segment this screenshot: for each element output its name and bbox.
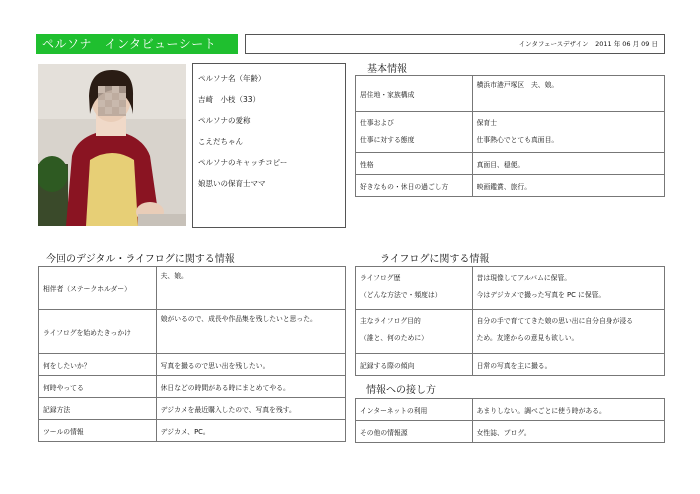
persona-photo-image [38, 64, 186, 226]
lifelog-title: ライフログに関する情報 [380, 254, 490, 265]
table-row [39, 376, 346, 398]
digital-lifelog-label: ライフログを始めたきっかけ [39, 310, 157, 354]
basic-info-table [355, 75, 665, 197]
lifelog-table [355, 266, 665, 376]
info-access-table [355, 398, 665, 443]
info-access-value: 女性誌、ブログ。 [472, 421, 664, 443]
lifelog-label-line1: ライフログ歴 [360, 274, 401, 282]
sheet-title: ペルソナ インタビューシート [36, 34, 238, 54]
lifelog-value [472, 267, 664, 310]
basic-info-value: 映画鑑賞、旅行。 [472, 175, 664, 197]
digital-lifelog-label: 相伴者（ステークホルダー） [39, 267, 157, 310]
table-row [39, 354, 346, 376]
table-row [356, 175, 665, 197]
basic-info-label: 好きなもの・休日の過ごし方 [356, 175, 473, 197]
persona-photo [38, 64, 186, 226]
table-row [39, 267, 346, 310]
lifelog-value-line2: 今はデジカメで撮った写真を PC に保管。 [476, 291, 606, 299]
digital-lifelog-value: 写真を撮るので思い出を残したい。 [156, 354, 345, 376]
lifelog-value: 日常の写真を主に撮る。 [472, 354, 664, 376]
info-access-title: 情報への接し方 [366, 385, 436, 396]
basic-info-value: 横浜市港戸塚区 夫、娘。 [472, 76, 664, 112]
digital-lifelog-label: 記録方法 [39, 398, 157, 420]
digital-lifelog-label: 何時やってる [39, 376, 157, 398]
digital-lifelog-value: デジカメを最近購入したので、写真を残す。 [156, 398, 345, 420]
persona-name-value: 吉崎 小枝（33） [198, 95, 261, 104]
lifelog-value-line2: ため。友達からの意見も欲しい。 [476, 334, 579, 342]
digital-lifelog-label: ツールの情報 [39, 420, 157, 442]
table-row [356, 112, 665, 153]
info-access-label: インターネットの利用 [356, 399, 473, 421]
table-row [356, 267, 665, 310]
table-row [356, 399, 665, 421]
lifelog-label: 記録する際の傾向 [356, 354, 473, 376]
table-row [356, 153, 665, 175]
basic-info-label: 性格 [356, 153, 473, 175]
digital-lifelog-value: 夫、娘。 [156, 267, 345, 310]
lifelog-value-line1: 自分の手で育ててきた娘の思い出に自分自身が浸る [476, 317, 633, 325]
table-row [39, 420, 346, 442]
lifelog-label [356, 310, 473, 354]
lifelog-label-line1: 主なライフログ目的 [360, 317, 421, 325]
sheet-meta: インタフェースデザイン 2011 年 06 月 09 日 [245, 34, 665, 54]
lifelog-label-line2: （どんな方法で・頻度は） [360, 291, 442, 299]
basic-info-value: 真面目、穏便。 [472, 153, 664, 175]
digital-lifelog-value: デジカメ、PC。 [156, 420, 345, 442]
lifelog-label [356, 267, 473, 310]
table-row [39, 398, 346, 420]
basic-info-title: 基本情報 [367, 64, 407, 75]
basic-info-label-line1: 仕事および [360, 119, 394, 127]
basic-info-value-line2: 仕事熱心でとても真面目。 [476, 136, 559, 144]
lifelog-label-line2: （誰と、何のために） [360, 334, 428, 342]
table-row [356, 421, 665, 443]
digital-lifelog-value: 休日などの時間がある時にまとめてやる。 [156, 376, 345, 398]
table-row [356, 310, 665, 354]
persona-summary-box [192, 63, 346, 228]
digital-lifelog-label: 何をしたいか？ [39, 354, 157, 376]
digital-lifelog-table [38, 266, 346, 442]
persona-catchcopy-label: ペルソナのキャッチコピー [198, 158, 288, 167]
info-access-label: その他の情報源 [356, 421, 473, 443]
persona-nickname-value: こえだちゃん [198, 137, 243, 146]
lifelog-value [472, 310, 664, 354]
info-access-value: あまりしない。調べごとに使う時がある。 [472, 399, 664, 421]
persona-nickname-label: ペルソナの愛称 [198, 116, 251, 125]
basic-info-value [472, 112, 664, 153]
table-row [356, 354, 665, 376]
basic-info-label-line2: 仕事に対する態度 [360, 136, 415, 144]
basic-info-value-line1: 保育士 [476, 119, 498, 127]
persona-name-label: ペルソナ名（年齢） [198, 74, 266, 83]
table-row [356, 76, 665, 112]
persona-catchcopy-value: 娘思いの保育士ママ [198, 179, 266, 188]
digital-lifelog-title: 今回のデジタル・ライフログに関する情報 [46, 254, 235, 265]
digital-lifelog-value: 娘がいるので、成長や作品集を残したいと思った。 [156, 310, 345, 354]
basic-info-label [356, 112, 473, 153]
basic-info-label: 居住地・家族構成 [356, 76, 473, 112]
lifelog-value-line1: 昔は現像してアルバムに保管。 [476, 274, 572, 282]
table-row [39, 310, 346, 354]
